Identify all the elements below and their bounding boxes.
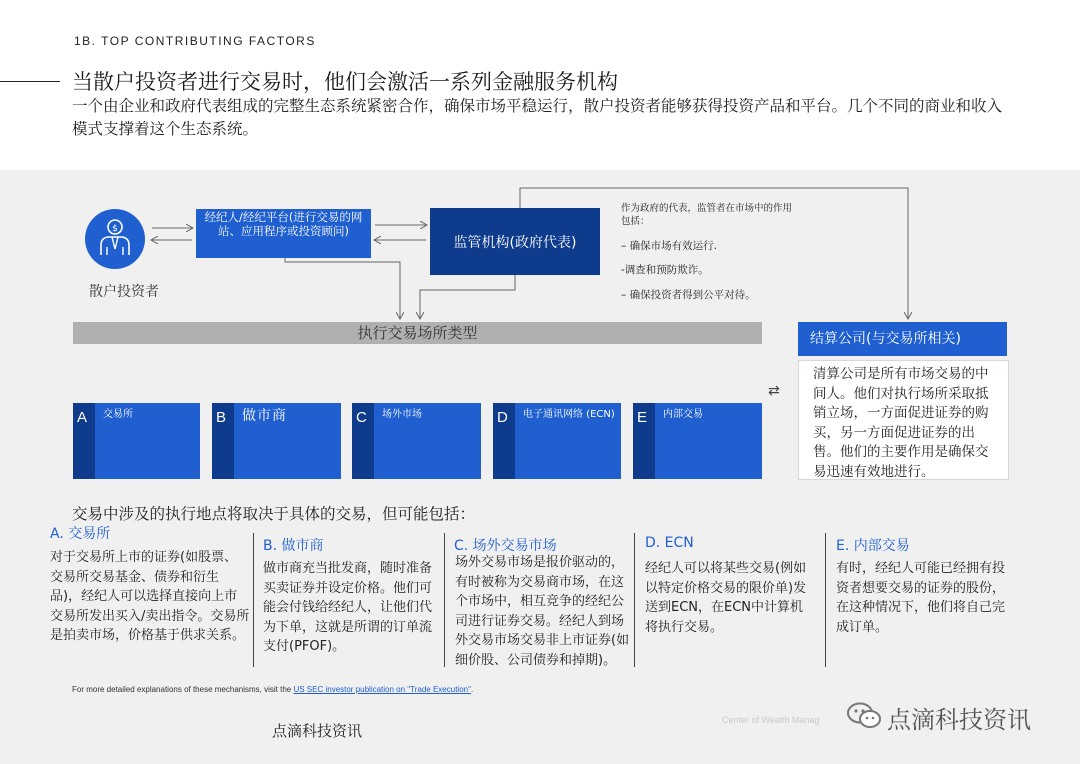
- venue-name: 内部交易: [663, 409, 703, 420]
- venue-box-ecn: [493, 403, 621, 479]
- exchange-arrows-icon: ⇄: [768, 383, 780, 399]
- venue-letter: A: [77, 409, 88, 426]
- venue-box-exchange: [73, 403, 200, 479]
- column-body-internalization: 有时，经纪人可能已经拥有投资者想要交易的证券的股份，在这种情况下，他们将自己完成订单。: [836, 561, 1006, 635]
- regulator-note: 作为政府的代表，监管者在市场中的作用包括：: [621, 203, 793, 227]
- venue-name: 交易所: [103, 409, 133, 420]
- venue-name: 做市商: [242, 408, 287, 424]
- venue-letter: B: [216, 409, 227, 426]
- broker-to-venues-arrow: [285, 258, 400, 318]
- faint-watermark: Center of Wealth Manag: [722, 715, 820, 725]
- brand-watermark: 点滴科技资讯: [887, 706, 1031, 734]
- column-body-otc: 场外交易市场是报价驱动的，有时被称为交易商市场，在这个市场中，相互竞争的经纪公司进行证券交易。经纪人到场外交易市场交易非上市证券(如细价股、公司债券和掉期)。: [455, 555, 630, 668]
- wechat-logo-icon: [845, 700, 883, 732]
- broker-box: 经纪人/经纪平台(进行交易的网站、应用程序或投资顾问): [196, 209, 371, 258]
- venue-types-bar: 执行交易场所类型: [73, 322, 762, 344]
- column-heading-exchange: A. 交易所: [50, 526, 111, 542]
- clearing-firm-description: 清算公司是所有市场交易的中间人。他们对执行场所采取抵销立场，一方面促进证券的购买，另一方面促进证券的出售。他们的主要作用是确保交易迅速有效地进行。: [798, 360, 1009, 480]
- venue-letter: C: [356, 409, 367, 426]
- venue-box-market-maker: [212, 403, 341, 479]
- column-heading-market-maker: B. 做市商: [263, 538, 324, 554]
- venue-box-internalization: [633, 403, 762, 479]
- venue-letter: E: [637, 409, 648, 426]
- regulator-bullet: – 确保市场有效运行.: [621, 240, 717, 252]
- watermark-text: 点滴科技资讯: [272, 722, 363, 740]
- venue-box-otc: [352, 403, 481, 479]
- column-heading-otc: C. 场外交易市场: [454, 538, 557, 554]
- venue-name: 场外市场: [382, 409, 422, 420]
- venue-letter: D: [497, 409, 508, 426]
- column-divider: [444, 533, 445, 667]
- regulator-to-venues-arrow: [420, 275, 515, 318]
- column-body-market-maker: 做市商充当批发商，随时准备买卖证券并设定价格。他们可能会付钱给经纪人，让他们代为下单，这就是所谓的订单流支付(PFOF)。: [263, 561, 433, 654]
- venue-name: 电子通讯网络 (ECN): [523, 409, 615, 420]
- column-divider: [825, 533, 826, 667]
- footnote-text: For more detailed explanations of these mechanisms, visit the: [72, 685, 294, 694]
- column-body-exchange: 对于交易所上市的证券(如股票、交易所交易基金、债券和衍生品)，经纪人可以选择直接向上市交易所发出买入/卖出指令。交易所是拍卖市场，价格基于供求关系。: [50, 550, 250, 643]
- column-body-ecn: 经纪人可以将某些交易(例如以特定价格交易的限价单)发送到ECN，在ECN中计算机将执行交易。: [645, 561, 807, 635]
- venues-intro: 交易中涉及的执行地点将取决于具体的交易，但可能包括：: [72, 505, 476, 523]
- column-divider: [634, 533, 635, 667]
- footnote-end: .: [470, 685, 474, 694]
- regulator-bullet: -调查和预防欺诈。: [621, 264, 709, 276]
- column-heading-internalization: E. 内部交易: [836, 538, 910, 554]
- investor-label: 散户投资者: [89, 284, 159, 300]
- column-heading-ecn: D. ECN: [645, 535, 694, 551]
- page-subtitle: 一个由企业和政府代表组成的完整生态系统紧密合作，确保市场平稳运行，散户投资者能够获得投资产品和平台。几个不同的商业和收入模式支撑着这个生态系统。: [72, 97, 1003, 138]
- regulator-box: 监管机构(政府代表): [430, 208, 600, 275]
- footnote: [72, 685, 473, 694]
- svg-text:$: $: [112, 224, 118, 234]
- column-divider: [253, 533, 254, 667]
- regulator-bullet: – 确保投资者得到公平对待。: [621, 289, 756, 301]
- section-label: 1B. TOP CONTRIBUTING FACTORS: [74, 34, 316, 48]
- investor-icon: [85, 209, 145, 269]
- clearing-firm-box: 结算公司(与交易所相关): [798, 322, 1007, 356]
- page-title: 当散户投资者进行交易时，他们会激活一系列金融服务机构: [72, 70, 618, 94]
- sec-publication-link[interactable]: US SEC investor publication on "Trade Execution": [293, 685, 471, 694]
